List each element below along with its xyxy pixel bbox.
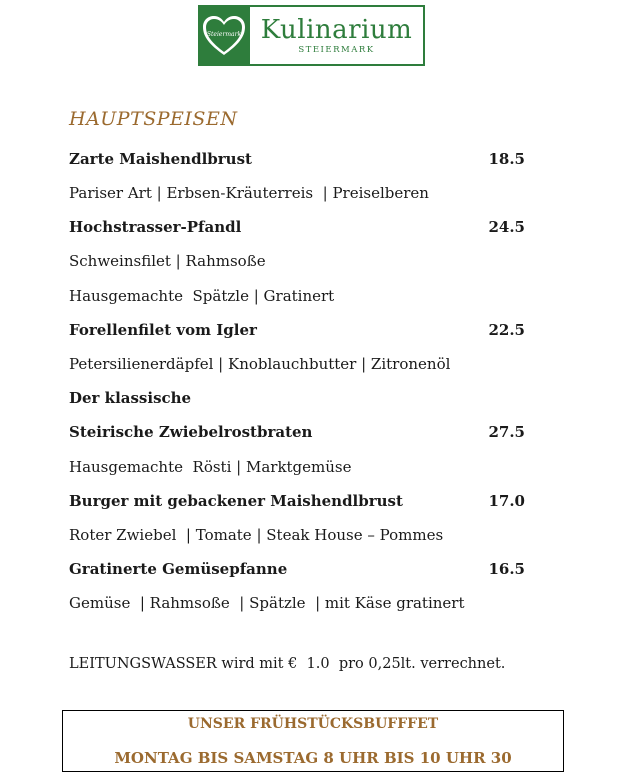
water-note: LEITUNGSWASSER wird mit € 1.0 pro 0,25lt. verrechnet. — [69, 656, 506, 672]
dish-description: Petersilienerdäpfel | Knoblauchbutter | Zitronenöl — [69, 355, 451, 373]
dish-description: Hausgemachte Spätzle | Gratinert — [69, 287, 335, 305]
dish-name: Gratinerte Gemüsepfanne — [69, 560, 288, 578]
menu-item — [69, 560, 525, 578]
menu-item — [69, 321, 525, 339]
dish-price: 18.5 — [488, 150, 525, 168]
dish-name: Steirische Zwiebelrostbraten — [69, 423, 313, 441]
menu-item — [69, 492, 525, 510]
dish-description: Gemüse | Rahmsoße | Spätzle | mit Käse gratinert — [69, 594, 465, 612]
banner-title: UNSER FRÜHSTÜCKSBUFFFET — [187, 716, 439, 732]
logo-text — [248, 7, 423, 64]
kulinarium-logo — [198, 5, 425, 66]
dish-name: Zarte Maishendlbrust — [69, 150, 252, 168]
dish-price: 22.5 — [488, 321, 525, 339]
dish-price: 17.0 — [488, 492, 525, 510]
heart-text: Steiermark — [206, 30, 242, 38]
dish-price: 27.5 — [488, 423, 525, 441]
banner-hours: MONTAG BIS SAMSTAG 8 UHR BIS 10 UHR 30 — [114, 749, 512, 767]
breakfast-banner — [62, 710, 564, 772]
dish-price: 16.5 — [488, 560, 525, 578]
menu-item — [69, 389, 525, 407]
logo-heart-box — [200, 7, 248, 64]
menu-item — [69, 150, 525, 168]
section-title: HAUPTSPEISEN — [69, 108, 238, 130]
menu-item — [69, 423, 525, 441]
dish-name: Forellenfilet vom Igler — [69, 321, 257, 339]
menu-item — [69, 218, 525, 236]
logo-subtitle: STEIERMARK — [298, 45, 375, 55]
dish-description: Schweinsfilet | Rahmsoße — [69, 252, 266, 270]
dish-name: Hochstrasser-Pfandl — [69, 218, 242, 236]
logo-name: Kulinarium — [260, 15, 413, 45]
dish-name: Burger mit gebackener Maishendlbrust — [69, 492, 403, 510]
dish-description: Roter Zwiebel | Tomate | Steak House – Pommes — [69, 526, 444, 544]
heart-icon — [202, 15, 246, 57]
dish-name: Der klassische — [69, 389, 192, 407]
dish-price: 24.5 — [488, 218, 525, 236]
dish-description: Hausgemachte Rösti | Marktgemüse — [69, 458, 352, 476]
dish-description: Pariser Art | Erbsen-Kräuterreis | Preiselberen — [69, 184, 429, 202]
